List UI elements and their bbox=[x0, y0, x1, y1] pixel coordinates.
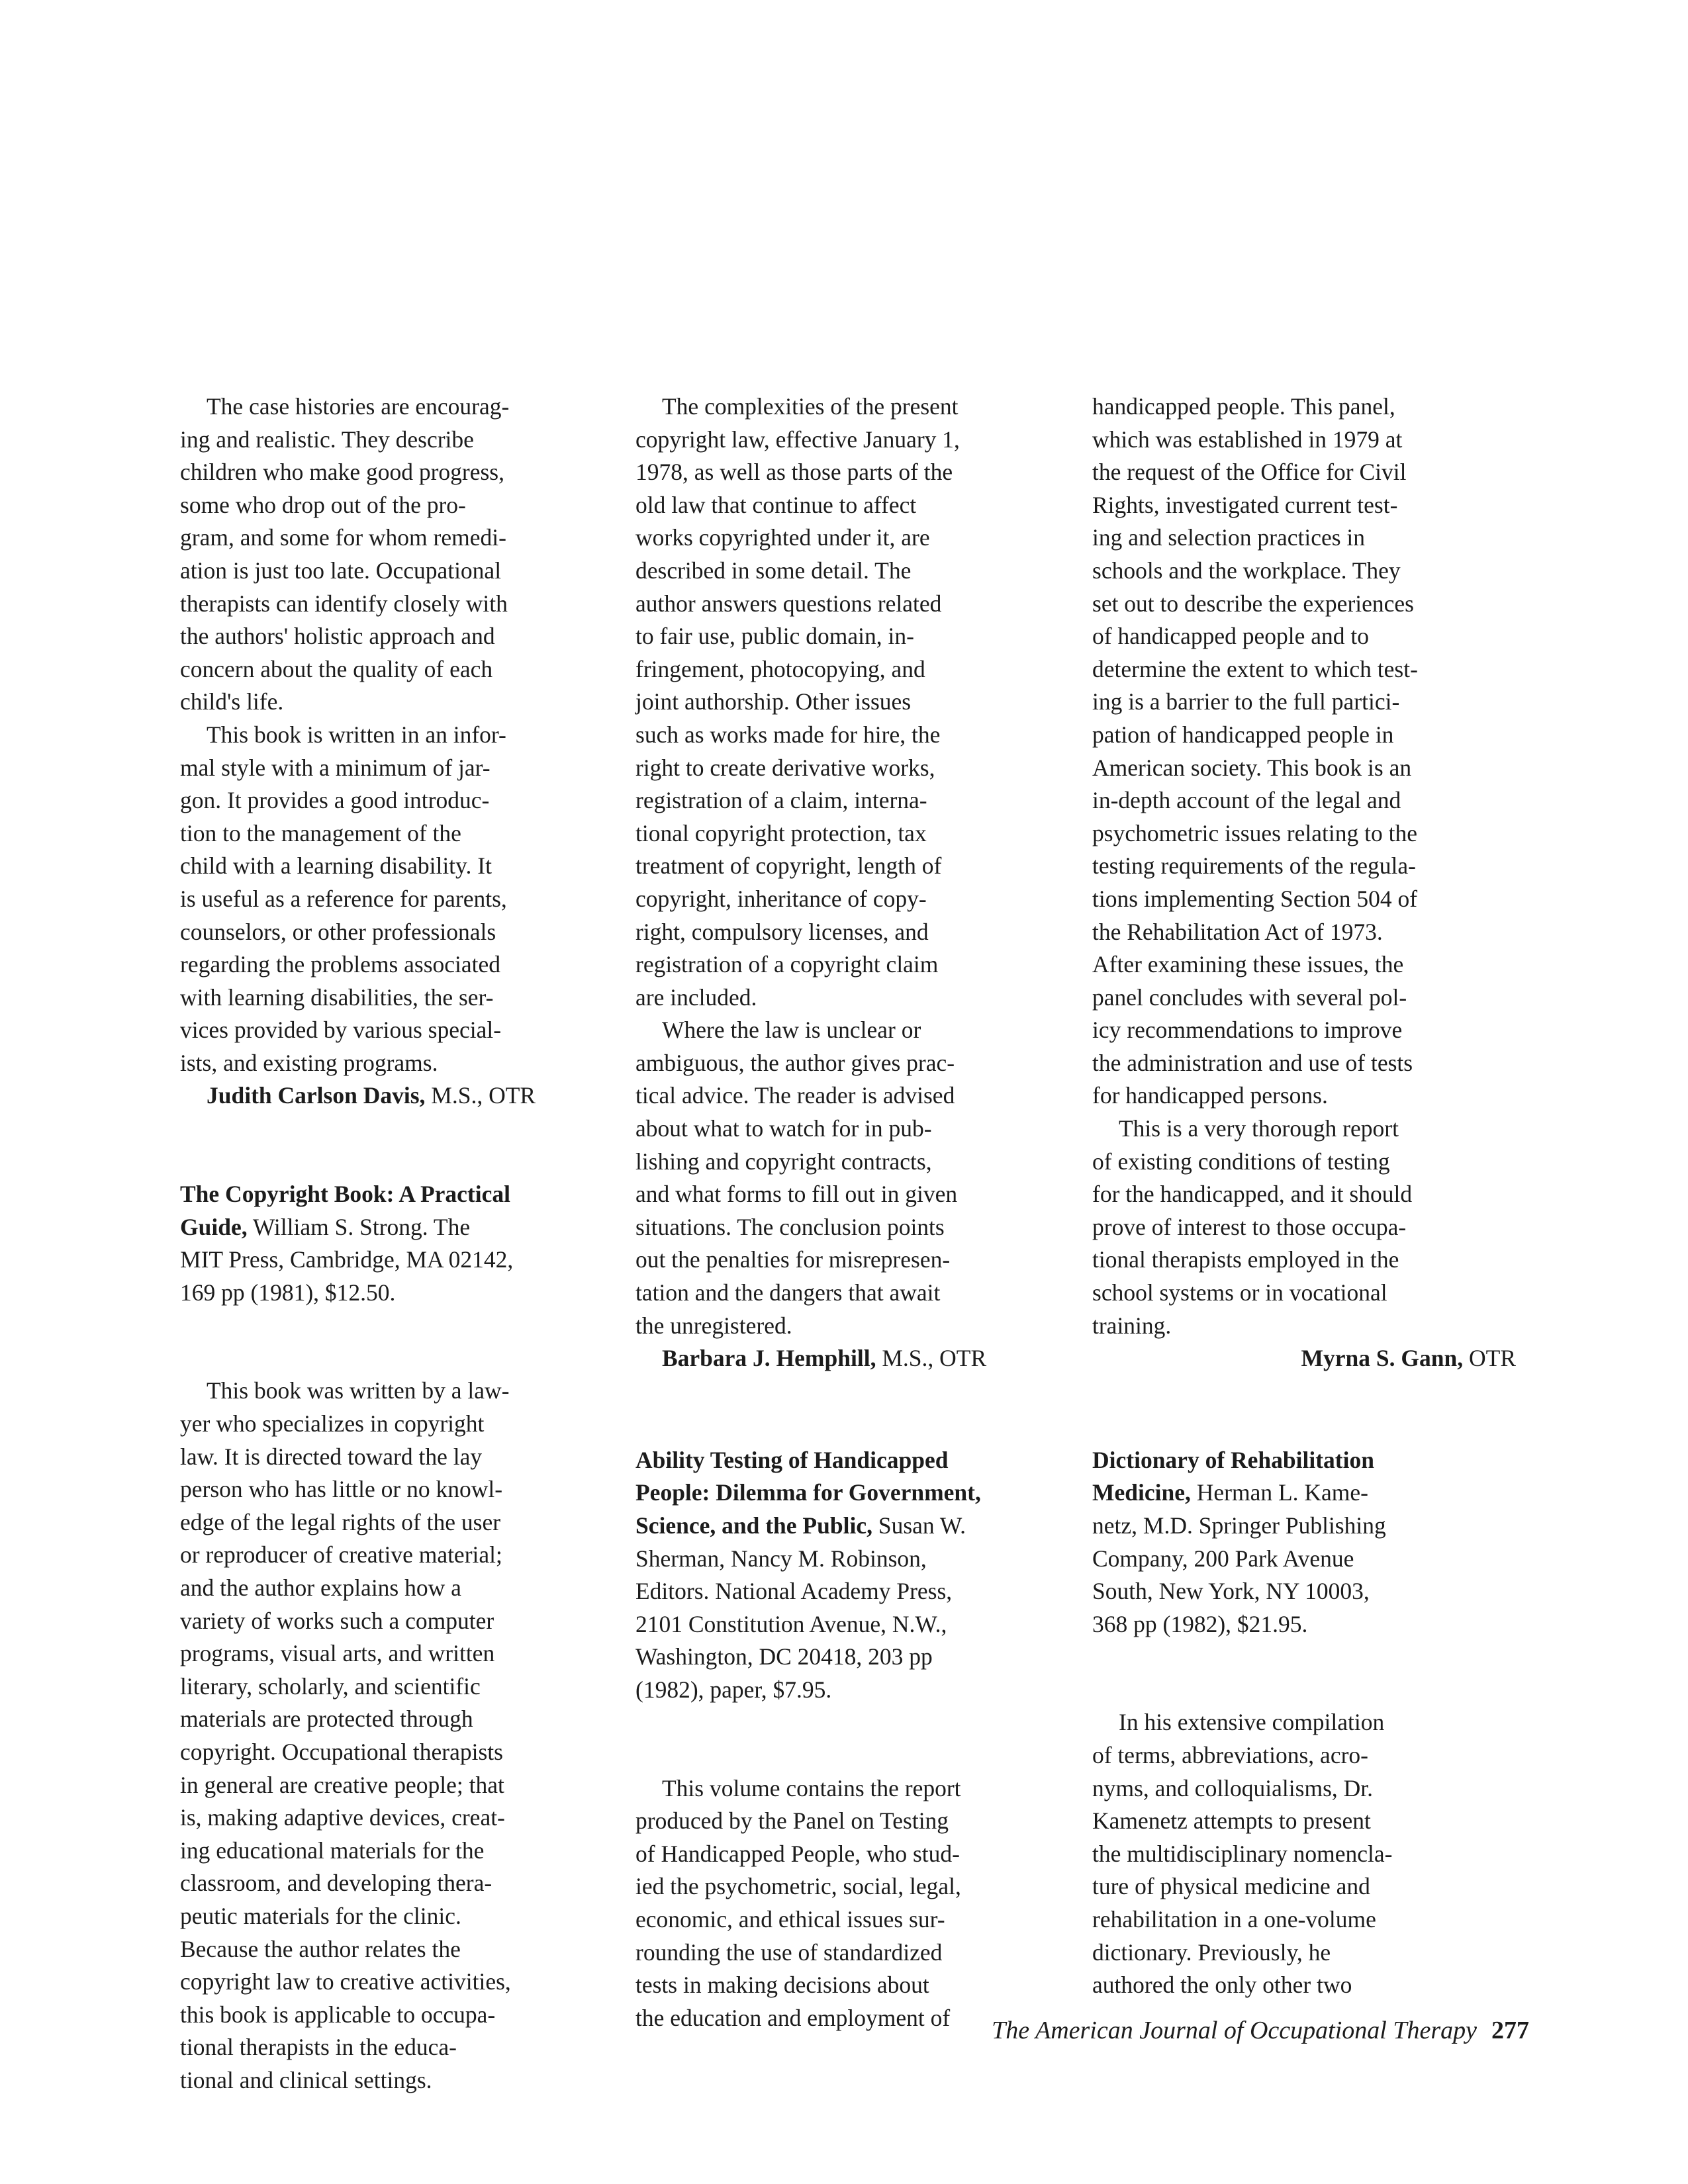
paragraph-panel bbox=[1092, 390, 1529, 1113]
text-line: dictionary. Previously, he bbox=[1092, 1938, 1331, 1966]
text-line: fringement, photocopying, and bbox=[635, 655, 925, 682]
text-line: such as works made for hire, the bbox=[635, 721, 941, 748]
text-line: children who make good progress, bbox=[180, 459, 504, 486]
text-line: ing educational materials for the bbox=[180, 1837, 485, 1864]
page-footer bbox=[861, 2016, 1529, 2045]
text-line: of terms, abbreviations, acro- bbox=[1092, 1741, 1368, 1768]
paragraph-law-unclear bbox=[635, 1014, 1072, 1342]
text-line: This book was written by a law- bbox=[207, 1377, 510, 1404]
text-line: or reproducer of creative material; bbox=[180, 1541, 502, 1569]
text-line: yer who specializes in copyright bbox=[180, 1410, 485, 1437]
text-line: ation is just too late. Occupational bbox=[180, 557, 502, 584]
text-line: tional therapists employed in the bbox=[1092, 1246, 1399, 1273]
review-citation: William S. Strong. The bbox=[247, 1213, 471, 1240]
text-line: some who drop out of the pro- bbox=[180, 491, 466, 518]
review-citation: 2101 Constitution Avenue, N.W., bbox=[635, 1610, 947, 1637]
text-line: classroom, and developing thera- bbox=[180, 1870, 492, 1897]
text-line: ing and realistic. They describe bbox=[180, 426, 474, 453]
text-line: peutic materials for the clinic. bbox=[180, 1902, 461, 1929]
review-citation: (1982), paper, $7.95. bbox=[635, 1676, 832, 1703]
review-citation: Sherman, Nancy M. Robinson, bbox=[635, 1545, 927, 1572]
column-2 bbox=[635, 390, 1072, 2034]
text-line: American society. This book is an bbox=[1092, 754, 1412, 781]
text-line: ing is a barrier to the full partici- bbox=[1092, 688, 1400, 715]
reviewer-credentials: M.S., OTR bbox=[882, 1345, 987, 1372]
text-line: copyright, inheritance of copy- bbox=[635, 885, 927, 912]
text-line: of existing conditions of testing bbox=[1092, 1148, 1390, 1175]
text-line: regarding the problems associated bbox=[180, 951, 501, 978]
journal-title: The American Journal of Occupational Therapy bbox=[992, 2017, 1477, 2044]
text-line: old law that continue to affect bbox=[635, 491, 917, 518]
text-line: the authors' holistic approach and bbox=[180, 623, 495, 650]
text-line: tional copyright protection, tax bbox=[635, 819, 927, 846]
review-citation: netz, M.D. Springer Publishing bbox=[1092, 1512, 1386, 1539]
text-line: tests in making decisions about bbox=[635, 1972, 929, 1999]
text-line: literary, scholarly, and scientific bbox=[180, 1672, 481, 1700]
review-citation: 169 pp (1981), $12.50. bbox=[180, 1279, 396, 1306]
text-line: the multidisciplinary nomencla- bbox=[1092, 1840, 1393, 1867]
text-line: After examining these issues, the bbox=[1092, 951, 1404, 978]
text-line: ture of physical medicine and bbox=[1092, 1873, 1370, 1900]
reviewer-credentials: OTR bbox=[1469, 1345, 1516, 1372]
text-line: described in some detail. The bbox=[635, 557, 912, 584]
text-line: materials are protected through bbox=[180, 1706, 473, 1733]
text-line: copyright law, effective January 1, bbox=[635, 426, 960, 453]
text-line: Because the author relates the bbox=[180, 1935, 461, 1962]
text-line: child with a learning disability. It bbox=[180, 852, 492, 880]
review-heading-copyright-book bbox=[180, 1178, 604, 1309]
reviewer-signature bbox=[1092, 1342, 1529, 1375]
paragraph-lawyer bbox=[180, 1375, 604, 2097]
review-title: Medicine, bbox=[1092, 1479, 1191, 1506]
text-line: nyms, and colloquialisms, Dr. bbox=[1092, 1774, 1374, 1801]
paragraph-informal-style bbox=[180, 719, 604, 1080]
text-line: right, compulsory licenses, and bbox=[635, 918, 929, 945]
text-line: law. It is directed toward the lay bbox=[180, 1443, 483, 1470]
review-citation: South, New York, NY 10003, bbox=[1092, 1578, 1370, 1605]
text-line: handicapped people. This panel, bbox=[1092, 393, 1395, 420]
text-line: tical advice. The reader is advised bbox=[635, 1082, 955, 1109]
text-line: of handicapped people and to bbox=[1092, 623, 1369, 650]
text-line: the administration and use of tests bbox=[1092, 1049, 1413, 1076]
text-line: person who has little or no knowl- bbox=[180, 1476, 503, 1503]
text-line: gon. It provides a good introduc- bbox=[180, 787, 490, 814]
text-line: The complexities of the present bbox=[662, 393, 959, 420]
text-line: tions implementing Section 504 of bbox=[1092, 885, 1418, 912]
text-line: therapists can identify closely with bbox=[180, 590, 508, 617]
text-line: right to create derivative works, bbox=[635, 754, 935, 781]
text-line: about what to watch for in pub- bbox=[635, 1115, 932, 1142]
text-line: the Rehabilitation Act of 1973. bbox=[1092, 918, 1383, 945]
text-line: the request of the Office for Civil bbox=[1092, 459, 1407, 486]
text-line: Rights, investigated current test- bbox=[1092, 491, 1398, 518]
text-line: out the penalties for misrepresen- bbox=[635, 1246, 951, 1273]
reviewer-signature bbox=[180, 1079, 604, 1113]
text-line: lishing and copyright contracts, bbox=[635, 1148, 932, 1175]
text-line: tion to the management of the bbox=[180, 819, 461, 846]
text-line: This is a very thorough report bbox=[1119, 1115, 1399, 1142]
reviewer-name: Barbara J. Hemphill, bbox=[662, 1345, 876, 1372]
text-line: of Handicapped People, who stud- bbox=[635, 1840, 960, 1867]
text-line: and the author explains how a bbox=[180, 1574, 461, 1601]
text-line: copyright. Occupational therapists bbox=[180, 1738, 503, 1765]
text-line: rounding the use of standardized bbox=[635, 1938, 943, 1966]
page-number: 277 bbox=[1491, 2017, 1529, 2044]
review-heading-ability-testing bbox=[635, 1444, 1072, 1707]
text-line: psychometric issues relating to the bbox=[1092, 819, 1417, 846]
text-line: ing and selection practices in bbox=[1092, 524, 1366, 551]
text-line: copyright law to creative activities, bbox=[180, 1968, 511, 1995]
review-citation: Herman L. Kame- bbox=[1190, 1479, 1368, 1506]
text-line: with learning disabilities, the ser- bbox=[180, 983, 494, 1011]
text-line: 1978, as well as those parts of the bbox=[635, 459, 953, 486]
text-line: to fair use, public domain, in- bbox=[635, 623, 914, 650]
text-line: joint authorship. Other issues bbox=[635, 688, 912, 715]
text-line: author answers questions related bbox=[635, 590, 942, 617]
review-title: Ability Testing of Handicapped bbox=[635, 1446, 949, 1473]
text-line: training. bbox=[1092, 1312, 1172, 1339]
text-line: This book is written in an infor- bbox=[207, 721, 506, 748]
text-line: tional therapists in the educa- bbox=[180, 2034, 457, 2061]
text-line: works copyrighted under it, are bbox=[635, 524, 930, 551]
text-line: in-depth account of the legal and bbox=[1092, 787, 1401, 814]
text-line: vices provided by various special- bbox=[180, 1017, 502, 1044]
text-line: is useful as a reference for parents, bbox=[180, 885, 507, 912]
text-line: registration of a copyright claim bbox=[635, 951, 939, 978]
text-line: prove of interest to those occupa- bbox=[1092, 1213, 1407, 1240]
text-line: treatment of copyright, length of bbox=[635, 852, 942, 880]
review-title: Guide, bbox=[180, 1213, 248, 1240]
text-line: which was established in 1979 at bbox=[1092, 426, 1403, 453]
text-line: registration of a claim, interna- bbox=[635, 787, 927, 814]
text-line: in general are creative people; that bbox=[180, 1771, 504, 1798]
text-line: child's life. bbox=[180, 688, 284, 715]
text-line: school systems or in vocational bbox=[1092, 1279, 1387, 1306]
review-citation: Company, 200 Park Avenue bbox=[1092, 1545, 1354, 1572]
text-line: Where the law is unclear or bbox=[662, 1017, 921, 1044]
text-line: variety of works such a computer bbox=[180, 1607, 494, 1634]
text-line: schools and the workplace. They bbox=[1092, 557, 1401, 584]
review-title: Science, and the Public, bbox=[635, 1512, 872, 1539]
text-line: pation of handicapped people in bbox=[1092, 721, 1394, 748]
text-line: the unregistered. bbox=[635, 1312, 792, 1339]
column-1 bbox=[180, 390, 604, 2097]
text-line: The case histories are encourag- bbox=[207, 393, 510, 420]
reviewer-credentials: M.S., OTR bbox=[431, 1082, 536, 1109]
text-line: ambiguous, the author gives prac- bbox=[635, 1049, 955, 1076]
text-line: produced by the Panel on Testing bbox=[635, 1807, 949, 1835]
column-3 bbox=[1092, 390, 1529, 2002]
text-line: Kamenetz attempts to present bbox=[1092, 1807, 1371, 1835]
text-line: panel concludes with several pol- bbox=[1092, 983, 1407, 1011]
text-line: In his extensive compilation bbox=[1119, 1709, 1385, 1736]
text-line: tional and clinical settings. bbox=[180, 2066, 432, 2093]
text-line: gram, and some for whom remedi- bbox=[180, 524, 506, 551]
text-line: for the handicapped, and it should bbox=[1092, 1181, 1413, 1208]
text-line: This volume contains the report bbox=[662, 1774, 961, 1801]
text-line: situations. The conclusion points bbox=[635, 1213, 945, 1240]
text-line: set out to describe the experiences bbox=[1092, 590, 1414, 617]
paragraph-thorough-report bbox=[1092, 1113, 1529, 1342]
review-citation: Susan W. bbox=[872, 1512, 966, 1539]
reviewer-name: Myrna S. Gann, bbox=[1301, 1345, 1464, 1372]
text-line: tation and the dangers that await bbox=[635, 1279, 941, 1306]
text-line: this book is applicable to occupa- bbox=[180, 2001, 496, 2028]
text-line: economic, and ethical issues sur- bbox=[635, 1905, 945, 1933]
text-line: ied the psychometric, social, legal, bbox=[635, 1873, 961, 1900]
review-citation: Editors. National Academy Press, bbox=[635, 1578, 953, 1605]
text-line: the education and employment of bbox=[635, 2004, 951, 2031]
text-line: concern about the quality of each bbox=[180, 655, 493, 682]
review-heading-dictionary bbox=[1092, 1444, 1529, 1641]
paragraph-case-histories bbox=[180, 390, 604, 719]
text-line: and what forms to fill out in given bbox=[635, 1181, 958, 1208]
review-citation: 368 pp (1982), $21.95. bbox=[1092, 1610, 1308, 1637]
text-line: for handicapped persons. bbox=[1092, 1082, 1328, 1109]
paragraph-volume-report bbox=[635, 1772, 1072, 2035]
text-line: mal style with a minimum of jar- bbox=[180, 754, 491, 781]
text-line: icy recommendations to improve bbox=[1092, 1017, 1403, 1044]
reviewer-signature bbox=[635, 1342, 1072, 1375]
text-line: edge of the legal rights of the user bbox=[180, 1508, 501, 1535]
reviewer-name: Judith Carlson Davis, bbox=[207, 1082, 426, 1109]
text-line: testing requirements of the regula- bbox=[1092, 852, 1416, 880]
review-title: The Copyright Book: A Practical bbox=[180, 1181, 510, 1208]
text-line: is, making adaptive devices, creat- bbox=[180, 1804, 505, 1831]
text-line: ists, and existing programs. bbox=[180, 1049, 438, 1076]
review-title: People: Dilemma for Government, bbox=[635, 1479, 981, 1506]
text-line: rehabilitation in a one-volume bbox=[1092, 1905, 1376, 1933]
paragraph-complexities bbox=[635, 390, 1072, 1014]
review-citation: MIT Press, Cambridge, MA 02142, bbox=[180, 1246, 514, 1273]
paragraph-compilation bbox=[1092, 1706, 1529, 2001]
text-line: programs, visual arts, and written bbox=[180, 1640, 495, 1667]
text-line: are included. bbox=[635, 983, 757, 1011]
text-line: authored the only other two bbox=[1092, 1972, 1352, 1999]
text-line: determine the extent to which test- bbox=[1092, 655, 1418, 682]
text-line: counselors, or other professionals bbox=[180, 918, 496, 945]
review-title: Dictionary of Rehabilitation bbox=[1092, 1446, 1374, 1473]
review-citation: Washington, DC 20418, 203 pp bbox=[635, 1643, 933, 1670]
